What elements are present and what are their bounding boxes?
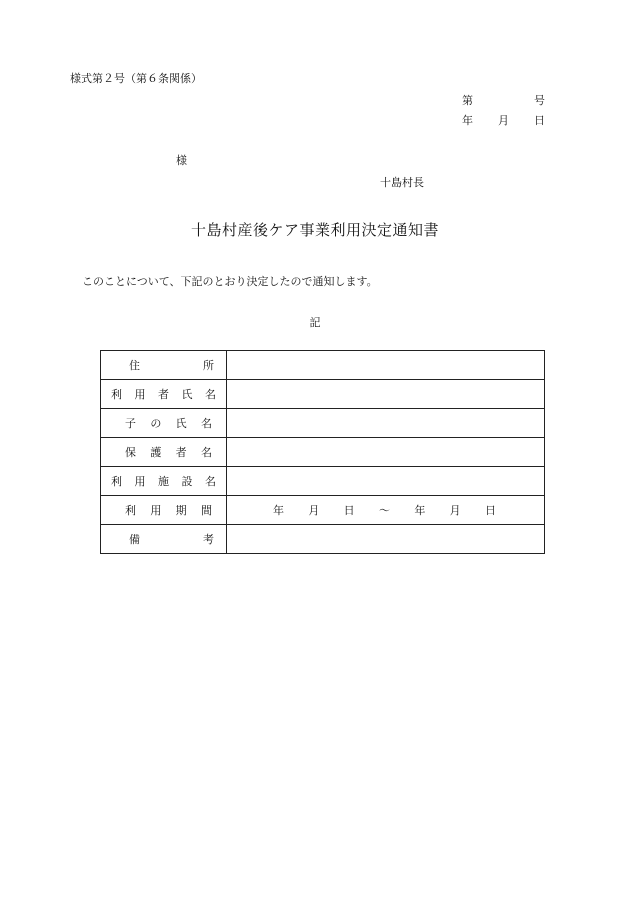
table-row bbox=[101, 496, 545, 525]
period-day-end: 日 bbox=[484, 504, 496, 517]
body-text: このことについて、下記のとおり決定したので通知します。 bbox=[82, 275, 378, 288]
label-guardian-name bbox=[101, 438, 227, 467]
label-char: 氏 bbox=[175, 417, 187, 430]
period-month-start: 月 bbox=[308, 504, 320, 517]
label-char: 氏 bbox=[181, 388, 193, 401]
table-row bbox=[101, 351, 545, 380]
label-char: 用 bbox=[134, 388, 146, 401]
label-char: 保 bbox=[125, 446, 136, 459]
table-row bbox=[101, 525, 545, 554]
table-row bbox=[101, 438, 545, 467]
ki-heading: 記 bbox=[309, 316, 321, 329]
label-child-name bbox=[101, 409, 227, 438]
period-tilde: 〜 bbox=[378, 504, 390, 517]
label-char: 住 bbox=[129, 359, 140, 372]
table-row bbox=[101, 380, 545, 409]
label-char: 所 bbox=[203, 359, 214, 372]
label-char: 考 bbox=[203, 533, 214, 546]
label-char: 名 bbox=[205, 388, 216, 401]
label-char: 利 bbox=[111, 388, 122, 401]
value-guardian-name[interactable] bbox=[227, 438, 545, 467]
value-address[interactable] bbox=[227, 351, 545, 380]
label-char: 備 bbox=[129, 533, 140, 546]
document-number-prefix: 第 bbox=[462, 94, 473, 107]
label-char: 者 bbox=[175, 446, 187, 459]
issuer-name: 十島村長 bbox=[380, 176, 424, 189]
label-char: 利 bbox=[111, 475, 122, 488]
document-title: 十島村産後ケア事業利用決定通知書 bbox=[190, 221, 439, 239]
label-char: 名 bbox=[200, 417, 212, 430]
label-char: 名 bbox=[200, 446, 212, 459]
value-child-name[interactable] bbox=[227, 409, 545, 438]
value-user-name[interactable] bbox=[227, 380, 545, 409]
label-char: 施 bbox=[158, 475, 169, 488]
period-year-start: 年 bbox=[273, 504, 284, 517]
label-char: 利 bbox=[125, 504, 136, 517]
label-char: 名 bbox=[205, 475, 216, 488]
value-remarks[interactable] bbox=[227, 525, 545, 554]
value-usage-period[interactable] bbox=[227, 496, 545, 525]
label-char: 子 bbox=[125, 417, 136, 430]
info-table bbox=[100, 350, 545, 554]
label-char: 護 bbox=[150, 446, 162, 459]
addressee-honorific: 様 bbox=[176, 154, 187, 167]
label-usage-period bbox=[101, 496, 227, 525]
table-row bbox=[101, 409, 545, 438]
date-year-label: 年 bbox=[462, 114, 473, 127]
period-day-start: 日 bbox=[343, 504, 355, 517]
label-address bbox=[101, 351, 227, 380]
label-remarks bbox=[101, 525, 227, 554]
label-char: 間 bbox=[200, 504, 212, 517]
date-month-label: 月 bbox=[498, 114, 509, 127]
label-char: 設 bbox=[181, 475, 193, 488]
label-char: の bbox=[150, 417, 162, 430]
label-char: 用 bbox=[134, 475, 146, 488]
label-user-name bbox=[101, 380, 227, 409]
period-year-end: 年 bbox=[414, 504, 426, 517]
date-day-label: 日 bbox=[534, 114, 545, 127]
table-row bbox=[101, 467, 545, 496]
label-char: 用 bbox=[150, 504, 162, 517]
label-facility-name bbox=[101, 467, 227, 496]
period-month-end: 月 bbox=[449, 504, 461, 517]
value-facility-name[interactable] bbox=[227, 467, 545, 496]
form-number: 様式第２号（第６条関係） bbox=[70, 72, 202, 85]
document-number-suffix: 号 bbox=[534, 94, 545, 107]
label-char: 期 bbox=[175, 504, 187, 517]
label-char: 者 bbox=[158, 388, 169, 401]
